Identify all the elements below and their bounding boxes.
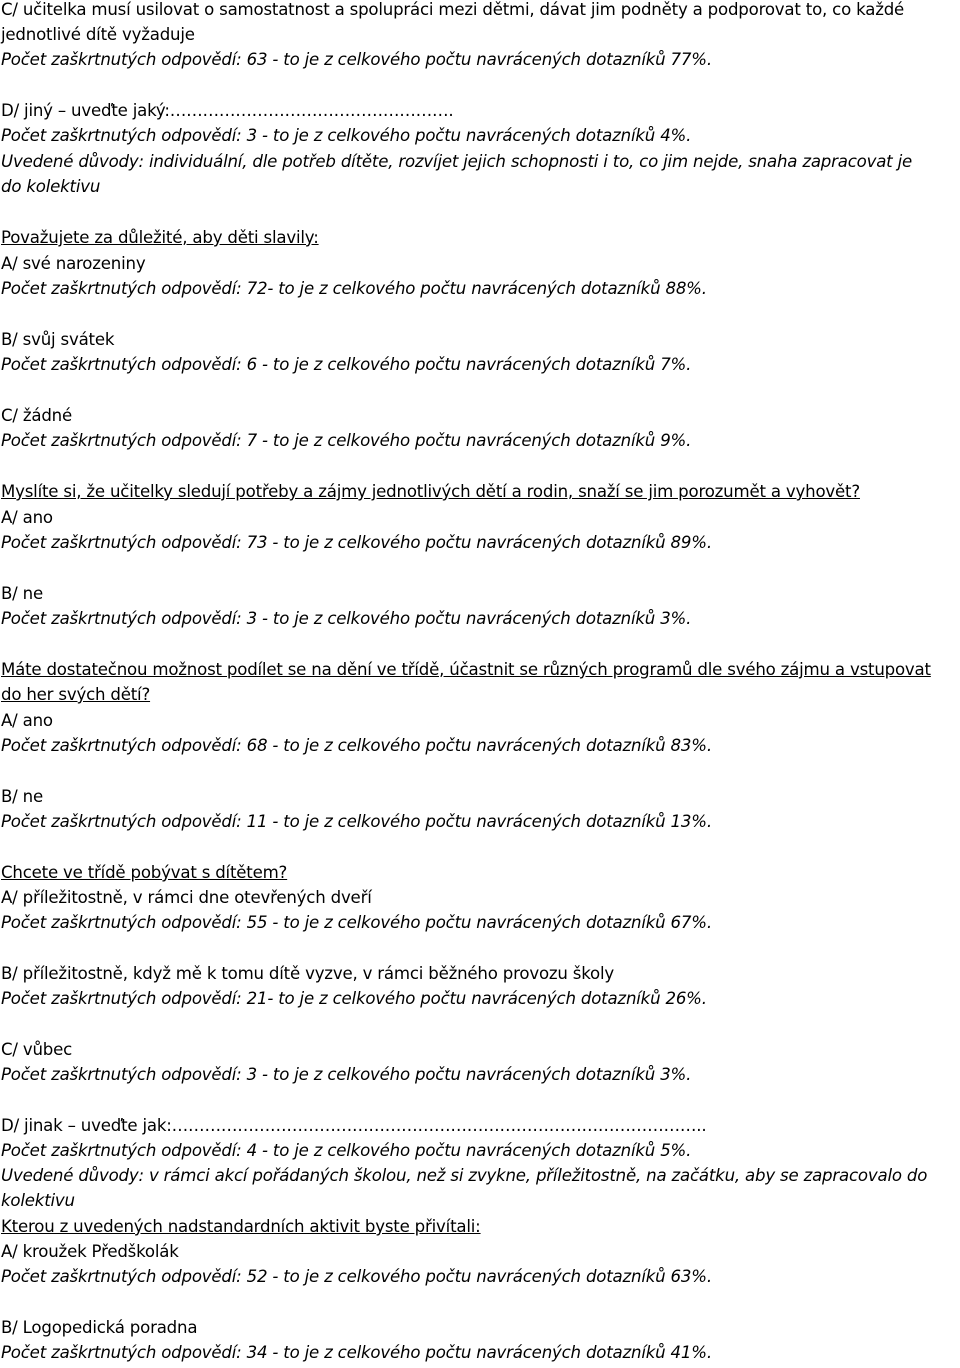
option-a-text: A/ své narozeniny	[1, 254, 146, 273]
answer-count: Počet zaškrtnutých odpovědí: 72- to je z celkového počtu navrácených dotazníků 88%.	[1, 279, 707, 298]
answer-count: Počet zaškrtnutých odpovědí: 3 - to je z celkového počtu navrácených dotazníků 3%.	[1, 1065, 692, 1084]
question-heading: Máte dostatečnou možnost podílet se na dění ve třídě, účastnit se různých programů dle svého zájmu a vstupovat	[1, 660, 931, 679]
option-c-text-cont: jednotlivé dítě vyžaduje	[1, 25, 195, 44]
answer-count: Počet zaškrtnutých odpovědí: 52 - to je z celkového počtu navrácených dotazníků 63%.	[1, 1267, 712, 1286]
answer-count: Počet zaškrtnutých odpovědí: 3 - to je z celkového počtu navrácených dotazníků 3%.	[1, 609, 692, 628]
option-c-text: C/ učitelka musí usilovat o samostatnost a spolupráci mezi dětmi, dávat jim podněty a podporovat to, co každé	[1, 0, 905, 19]
option-d-text: D/ jiný – uveďte jaký:…………………………………………….	[1, 101, 454, 120]
answer-count: Počet zaškrtnutých odpovědí: 4 - to je z celkového počtu navrácených dotazníků 5%.	[1, 1141, 692, 1160]
reasons-text: Uvedené důvody: individuální, dle potřeb dítěte, rozvíjet jejich schopnosti i to, co jim nejde, snaha zapracovat je	[1, 152, 912, 171]
answer-count: Počet zaškrtnutých odpovědí: 6 - to je z celkového počtu navrácených dotazníků 7%.	[1, 355, 692, 374]
option-b-text: B/ příležitostně, když mě k tomu dítě vyzve, v rámci běžného provozu školy	[1, 964, 615, 983]
question-heading: Kterou z uvedených nadstandardních aktivit byste přivítali:	[1, 1217, 481, 1236]
option-a-text: A/ ano	[1, 508, 53, 527]
option-a-text: A/ ano	[1, 711, 53, 730]
answer-count: Počet zaškrtnutých odpovědí: 7 - to je z celkového počtu navrácených dotazníků 9%.	[1, 431, 692, 450]
reasons-text-cont: kolektivu	[1, 1191, 75, 1210]
option-a-text: A/ kroužek Předškolák	[1, 1242, 179, 1261]
question-heading: Myslíte si, že učitelky sledují potřeby a zájmy jednotlivých dětí a rodin, snaží se jim porozumět a vyhovět?	[1, 482, 860, 501]
answer-count: Počet zaškrtnutých odpovědí: 55 - to je z celkového počtu navrácených dotazníků 67%.	[1, 913, 712, 932]
answer-count: Počet zaškrtnutých odpovědí: 68 - to je z celkového počtu navrácených dotazníků 83%.	[1, 736, 712, 755]
option-b-text: B/ Logopedická poradna	[1, 1318, 198, 1337]
answer-count: Počet zaškrtnutých odpovědí: 34 - to je z celkového počtu navrácených dotazníků 41%.	[1, 1343, 712, 1362]
answer-count: Počet zaškrtnutých odpovědí: 73 - to je z celkového počtu navrácených dotazníků 89%.	[1, 533, 712, 552]
reasons-text: Uvedené důvody: v rámci akcí pořádaných školou, než si zvykne, příležitostně, na začátku, aby se zapracovalo do	[1, 1166, 928, 1185]
option-b-text: B/ ne	[1, 584, 43, 603]
option-c-text: C/ žádné	[1, 406, 72, 425]
answer-count: Počet zaškrtnutých odpovědí: 63 - to je z celkového počtu navrácených dotazníků 77%.	[1, 50, 712, 69]
option-b-text: B/ svůj svátek	[1, 330, 115, 349]
question-heading: Považujete za důležité, aby děti slavily:	[1, 228, 319, 247]
reasons-text-cont: do kolektivu	[1, 177, 101, 196]
question-heading: Chcete ve třídě pobývat s dítětem?	[1, 863, 288, 882]
question-heading-cont: do her svých dětí?	[1, 685, 151, 704]
option-b-text: B/ ne	[1, 787, 43, 806]
answer-count: Počet zaškrtnutých odpovědí: 3 - to je z celkového počtu navrácených dotazníků 4%.	[1, 126, 692, 145]
option-c-text: C/ vůbec	[1, 1040, 73, 1059]
answer-count: Počet zaškrtnutých odpovědí: 11 - to je z celkového počtu navrácených dotazníků 13%.	[1, 812, 712, 831]
option-d-text: D/ jinak – uveďte jak:……………………………………………………………………………………..	[1, 1116, 707, 1135]
option-a-text: A/ příležitostně, v rámci dne otevřených dveří	[1, 888, 372, 907]
answer-count: Počet zaškrtnutých odpovědí: 21- to je z celkového počtu navrácených dotazníků 26%.	[1, 989, 707, 1008]
